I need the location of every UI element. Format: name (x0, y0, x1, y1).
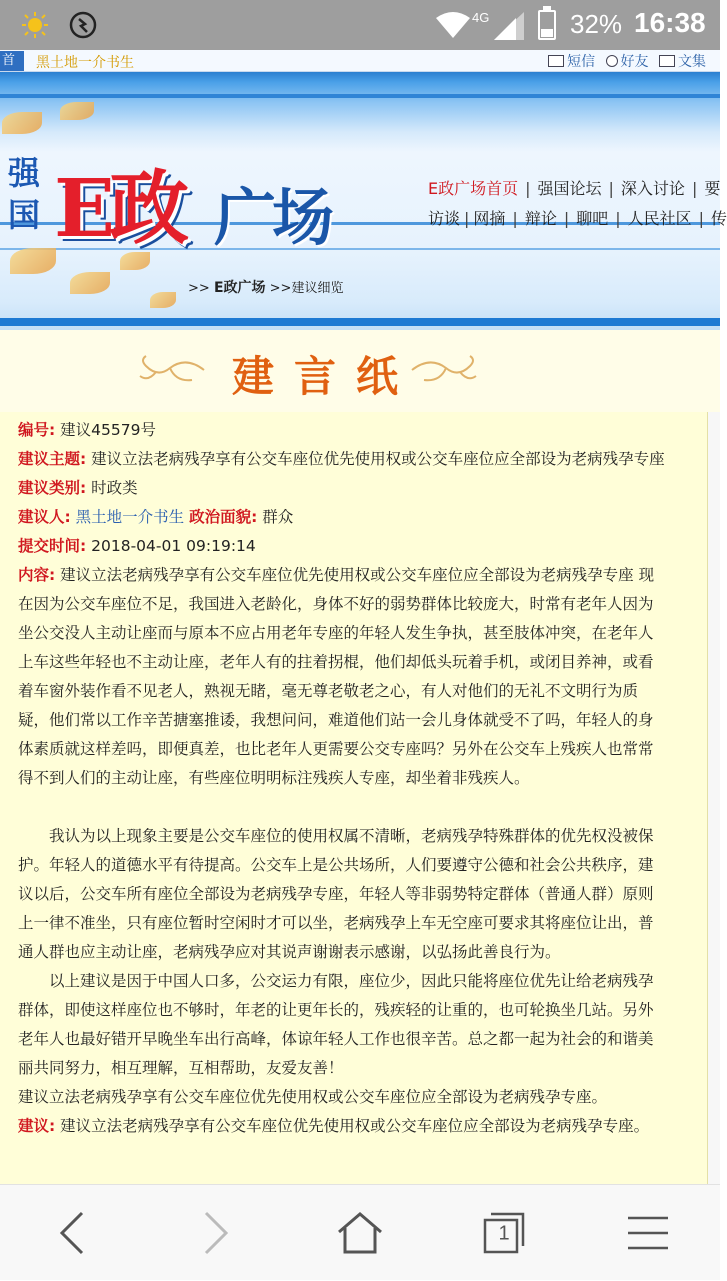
field-category (18, 474, 668, 503)
nav-separator: | (563, 209, 570, 228)
menu-button[interactable] (576, 1185, 720, 1281)
site-title-qiangguo (8, 152, 46, 236)
field-label: 建议类别: (18, 479, 87, 497)
nav-row-2 (428, 206, 727, 229)
field-proposal (18, 1112, 668, 1141)
chevron-right-icon (202, 1211, 230, 1255)
user-tools (542, 51, 706, 71)
browser-bottom-nav (0, 1184, 720, 1280)
nav-community[interactable]: 人民社区 (627, 209, 692, 228)
nav-separator: | (691, 179, 698, 198)
paragraph-gap (18, 793, 707, 822)
status-bar (0, 0, 720, 50)
content-paragraph (18, 561, 668, 793)
breadcrumb-arrow: >> (188, 281, 210, 296)
nav-more[interactable]: 要 (704, 179, 721, 198)
field-label: 建议: (18, 1117, 56, 1135)
nav-more-2[interactable]: 传 (711, 209, 727, 228)
author-link[interactable]: 黑土地一介书生 (75, 508, 185, 526)
friends-link[interactable]: 好友 (606, 54, 649, 70)
content-paragraph: 建议立法老病残孕享有公交车座位优先使用权或公交车座位应全部设为老病残孕专座。 (18, 1088, 608, 1106)
nav-separator: | (464, 209, 470, 228)
leaf-decoration (60, 102, 94, 120)
field-label: 政治面貌: (189, 508, 258, 526)
political-status: 群众 (262, 508, 294, 526)
page-title: 建言纸 (232, 352, 419, 401)
sms-link[interactable]: 短信 (548, 54, 595, 70)
suggestion-content (0, 412, 708, 1184)
banner-bottom-border (0, 318, 720, 326)
home-button[interactable] (288, 1185, 432, 1281)
nav-separator: | (525, 179, 531, 198)
field-time (18, 532, 668, 561)
field-label: 建议人: (18, 508, 71, 526)
logo-e-zheng[interactable]: E政 (54, 161, 183, 255)
signal-icon (494, 12, 524, 40)
nav-separator: | (615, 209, 621, 228)
clock: 16:38 (634, 7, 706, 38)
forward-button[interactable] (144, 1185, 288, 1281)
articles-link[interactable]: 文集 (659, 54, 706, 70)
nav-row-1 (428, 176, 720, 199)
field-label: 编号: (18, 421, 56, 439)
back-button[interactable] (0, 1185, 144, 1281)
top-link-bar (0, 50, 720, 72)
field-label: 建议主题: (18, 450, 87, 468)
nav-separator: | (698, 209, 705, 228)
brightness-icon (22, 12, 48, 38)
nav-forum[interactable]: 强国论坛 (537, 179, 602, 198)
home-icon (337, 1212, 383, 1254)
nav-separator: | (608, 179, 614, 198)
menu-icon (626, 1215, 670, 1251)
book-icon (659, 55, 675, 67)
site-banner (0, 72, 727, 330)
breadcrumb-section-link[interactable]: E政广场 (213, 280, 266, 296)
battery-icon (538, 10, 556, 40)
nav-discussion[interactable]: 深入讨论 (620, 179, 685, 198)
wifi-icon (436, 12, 470, 38)
scrollbar[interactable] (708, 412, 720, 1184)
title-char: 国 (8, 196, 41, 234)
content-paragraph: 我认为以上现象主要是公交车座位的使用权属不清晰，老病残孕特殊群体的优先权没被保护。年轻人的道德水平有待提高。公交车上是公共场所，人们要遵守公德和社会公共秩序，建议以后，公交车所有座位全部设为老病残孕专座，年轻人等非弱势特定群体（普通人群）原则上一律不准坐，只有座位暂时空闲时才可以坐，老病残孕上车无空座可要求其将座位让出，普通人群也应主动让座，老病残孕应对其说声谢谢表示感谢，以弘扬此善良行为。 (18, 827, 654, 961)
nav-e-plaza-home[interactable]: E政广场首页 (428, 179, 519, 198)
logo-guangchang[interactable]: 广场 (214, 181, 331, 254)
tabs-button[interactable] (432, 1185, 576, 1281)
breadcrumb (188, 277, 343, 297)
nav-debate[interactable]: 辩论 (524, 209, 557, 228)
person-icon (606, 55, 618, 67)
field-author (18, 503, 668, 532)
title-char: 强 (8, 154, 41, 192)
suggestion-topic: 建议立法老病残孕享有公交车座位优先使用权或公交车座位应全部设为老病残孕专座 (91, 450, 665, 468)
suggestion-category: 时政类 (91, 479, 138, 497)
nav-digest[interactable]: 网摘 (473, 209, 506, 228)
nav-chat[interactable]: 聊吧 (576, 209, 609, 228)
suggestion-header (0, 330, 720, 412)
ornament-right-icon (410, 352, 480, 388)
chevron-left-icon (58, 1211, 86, 1255)
field-id (18, 416, 668, 445)
content-text: 建议立法老病残孕享有公交车座位优先使用权或公交车座位应全部设为老病残孕专座 现在因为公交车座位不足，我国进入老龄化，身体不好的弱势群体比较庞大，时常有老年人因为坐公交没人主动让座而与原本不应占用老年专座的年轻人发生争执，甚至肢体冲突，在老年人上车这些年轻也不主动让座，老年人有的拄着拐棍，他们却低头玩着手机，或闭目养神，或看着车窗外装作看不见老人，熟视无睹，毫无尊老敬老之心，有人对他们的无礼不文明行为质疑，他们常以工作辛苦搪塞推诿，我想问问，难道他们站一会儿身体就受不了吗，年轻人的身体素质就这样差吗，即便真差，也比老年人更需要公交专座吗？另外在公交车上残疾人也常常得不到人们的主动让座，有些座位明明标注残疾人专座，却坐着非残疾人。 (18, 566, 655, 787)
nav-separator: | (512, 209, 518, 228)
leaf-decoration (70, 272, 110, 294)
nav-interview[interactable]: 访谈 (428, 209, 461, 228)
leaf-decoration (150, 292, 176, 308)
content-paragraph: 以上建议是因于中国人口多，公交运力有限，座位少，因此只能将座位优先让给老病残孕群体，即使这样座位也不够时，年老的让更年长的，残疾轻的让重的，也可轮换坐几站。另外老年人也最好错开早晚坐车出行高峰，体谅年轻人工作也很辛苦。总之都一起为社会的和谐美丽共同努力，相互理解，互相帮助，友爱友善！ (18, 972, 654, 1077)
leaf-decoration (2, 112, 42, 134)
suggestion-id: 建议45579号 (60, 421, 156, 439)
banner-stripe (0, 94, 720, 98)
breadcrumb-current: 建议细览 (291, 281, 344, 296)
field-label: 内容: (18, 566, 56, 584)
home-tab[interactable]: 首 (0, 51, 24, 71)
proposal-text: 建议立法老病残孕享有公交车座位优先使用权或公交车座位应全部设为老病残孕专座。 (60, 1117, 650, 1135)
tab-count: 1 (498, 1222, 510, 1245)
field-label: 提交时间: (18, 537, 87, 555)
breadcrumb-arrow: >> (269, 281, 292, 296)
battery-percent: 32% (570, 9, 623, 39)
network-type: 4G (472, 10, 490, 25)
field-topic (18, 445, 668, 474)
data-saver-icon (68, 10, 98, 40)
leaf-decoration (10, 248, 56, 274)
ornament-left-icon (136, 352, 206, 388)
submit-time: 2018-04-01 09:19:14 (91, 537, 256, 555)
username-link[interactable]: 黑土地一介书生 (36, 55, 134, 71)
envelope-icon (548, 55, 564, 67)
